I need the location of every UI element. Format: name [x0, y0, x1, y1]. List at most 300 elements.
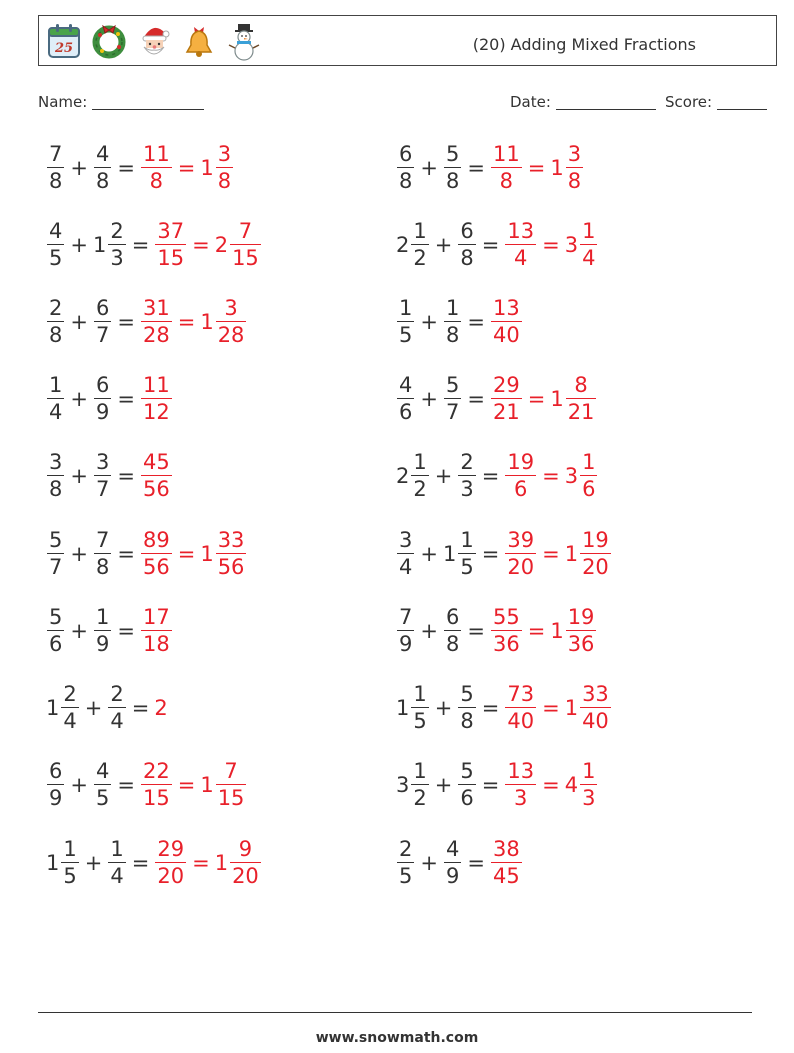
- denominator: 3: [460, 477, 474, 502]
- answer: [154, 218, 261, 271]
- denominator: 20: [507, 555, 535, 580]
- fraction: [411, 218, 428, 271]
- plus-sign: +: [420, 619, 438, 643]
- denominator: 5: [413, 709, 427, 734]
- denominator: 4: [49, 400, 63, 425]
- addend-a: [46, 141, 65, 194]
- snowman-icon: [225, 21, 263, 61]
- answer: [154, 696, 167, 720]
- answer: [504, 758, 598, 811]
- addend-b: [93, 141, 112, 194]
- whole-number: 4: [564, 773, 579, 797]
- denominator: 3: [110, 246, 124, 271]
- fraction: [444, 836, 461, 889]
- wreath-icon: [90, 21, 128, 61]
- addend-b: [93, 295, 112, 348]
- plus-sign: +: [434, 773, 453, 797]
- fraction: [411, 681, 428, 734]
- equals-sign: =: [131, 851, 150, 875]
- fraction: [230, 218, 261, 271]
- answer: [504, 449, 598, 502]
- whole-number: 1: [396, 696, 410, 720]
- fraction: [505, 449, 536, 502]
- fraction: [216, 527, 247, 580]
- equals-sign: =: [131, 233, 150, 257]
- denominator: 4: [110, 864, 124, 889]
- numerator: 6: [95, 372, 110, 397]
- whole-answer: 2: [154, 696, 168, 720]
- denominator: 15: [217, 786, 245, 811]
- fraction: [458, 681, 475, 734]
- denominator: 8: [49, 477, 63, 502]
- denominator: 8: [217, 169, 232, 194]
- numerator: 6: [49, 758, 63, 783]
- fraction: [491, 295, 522, 348]
- problem-19: [46, 832, 262, 894]
- improper-sum: [490, 372, 523, 425]
- denominator: 36: [492, 632, 520, 657]
- fraction: [141, 758, 172, 811]
- improper-sum: [154, 836, 187, 889]
- answer-equals-sign: =: [527, 387, 546, 411]
- plus-sign: +: [70, 233, 88, 257]
- numerator: 2: [63, 681, 77, 706]
- denominator: 45: [492, 864, 520, 889]
- equals-sign: =: [117, 773, 135, 797]
- equals-sign: =: [117, 619, 135, 643]
- numerator: 13: [492, 295, 520, 320]
- denominator: 28: [142, 323, 170, 348]
- numerator: 13: [507, 758, 535, 783]
- answer: [504, 681, 611, 734]
- equals-sign: =: [481, 542, 500, 566]
- fraction: [397, 372, 414, 425]
- fraction: [580, 527, 611, 580]
- addend-b: [93, 449, 112, 502]
- numerator: 73: [507, 681, 535, 706]
- denominator: 6: [582, 477, 596, 502]
- numerator: 7: [224, 758, 238, 783]
- addend-b: [457, 758, 476, 811]
- denominator: 8: [567, 169, 582, 194]
- answer: [490, 141, 584, 194]
- improper-sum: [140, 141, 173, 194]
- numerator: 2: [399, 836, 413, 861]
- whole-number: 1: [200, 156, 214, 180]
- denominator: 40: [582, 709, 609, 734]
- fraction: [566, 141, 583, 194]
- fraction: [94, 449, 111, 502]
- plus-sign: +: [420, 156, 438, 180]
- answer-equals-sign: =: [527, 619, 546, 643]
- answer: [490, 836, 523, 889]
- numerator: 3: [217, 141, 232, 166]
- denominator: 7: [49, 555, 63, 580]
- problem-15: [46, 677, 168, 739]
- denominator: 4: [110, 709, 124, 734]
- plus-sign: +: [70, 156, 88, 180]
- numerator: 1: [413, 218, 427, 243]
- fraction: [94, 372, 111, 425]
- whole-number: 1: [564, 696, 579, 720]
- addend-a: [46, 681, 80, 734]
- equals-sign: =: [467, 851, 485, 875]
- addend-a: [396, 681, 430, 734]
- addend-b: [442, 527, 477, 580]
- answer-equals-sign: =: [177, 156, 196, 180]
- improper-sum: [140, 372, 173, 425]
- numerator: 5: [460, 758, 474, 783]
- fraction: [108, 836, 125, 889]
- addend-a: [396, 372, 415, 425]
- numerator: 89: [142, 527, 170, 552]
- denominator: 9: [49, 786, 63, 811]
- improper-sum: [490, 604, 523, 657]
- numerator: 5: [460, 681, 474, 706]
- santa-icon: [135, 21, 173, 61]
- equals-sign: =: [467, 310, 485, 334]
- addend-b: [107, 836, 126, 889]
- plus-sign: +: [434, 233, 453, 257]
- numerator: 2: [49, 295, 63, 320]
- numerator: 1: [110, 836, 124, 861]
- plus-sign: +: [420, 387, 438, 411]
- denominator: 7: [445, 400, 460, 425]
- mixed-answer: [564, 681, 612, 734]
- numerator: 5: [49, 527, 63, 552]
- mixed-answer: [200, 758, 247, 811]
- denominator: 3: [514, 786, 528, 811]
- fraction: [47, 295, 64, 348]
- whole-number: 1: [200, 310, 214, 334]
- answer: [140, 449, 173, 502]
- improper-sum: [140, 758, 173, 811]
- plus-sign: +: [70, 619, 88, 643]
- whole-number: 1: [46, 851, 60, 875]
- fraction: [47, 604, 64, 657]
- fraction: [491, 372, 522, 425]
- denominator: 12: [142, 400, 170, 425]
- numerator: 11: [492, 141, 520, 166]
- denominator: 9: [95, 400, 110, 425]
- numerator: 5: [49, 604, 63, 629]
- fraction: [397, 836, 414, 889]
- denominator: 6: [399, 400, 413, 425]
- answer: [490, 295, 523, 348]
- improper-sum: [490, 836, 523, 889]
- numerator: 19: [582, 527, 609, 552]
- fraction: [216, 295, 247, 348]
- answer: [490, 604, 597, 657]
- plus-sign: +: [420, 310, 438, 334]
- problem-18: [396, 754, 598, 816]
- fraction: [61, 836, 78, 889]
- numerator: 1: [582, 758, 596, 783]
- denominator: 5: [49, 246, 63, 271]
- improper-sum: [504, 218, 537, 271]
- problem-16: [396, 677, 612, 739]
- calendar-icon: [45, 21, 83, 61]
- fraction: [94, 295, 111, 348]
- equals-sign: =: [117, 542, 135, 566]
- equals-sign: =: [467, 619, 485, 643]
- denominator: 28: [217, 323, 245, 348]
- answer-equals-sign: =: [177, 542, 196, 566]
- denominator: 8: [49, 323, 63, 348]
- answer: [490, 372, 597, 425]
- answer: [140, 758, 247, 811]
- addend-b: [443, 372, 462, 425]
- addend-a: [396, 141, 415, 194]
- answer: [140, 141, 234, 194]
- worksheet-title: (20) Adding Mixed Fractions: [472, 35, 696, 54]
- fraction: [580, 758, 597, 811]
- problem-8: [396, 368, 597, 430]
- fraction: [141, 295, 172, 348]
- numerator: 1: [445, 295, 460, 320]
- addend-a: [396, 449, 430, 502]
- addend-b: [107, 681, 126, 734]
- fraction: [458, 218, 475, 271]
- fraction: [397, 527, 414, 580]
- equals-sign: =: [467, 156, 485, 180]
- fraction: [505, 758, 536, 811]
- problem-17: [46, 754, 247, 816]
- numerator: 13: [507, 218, 535, 243]
- denominator: 8: [95, 169, 110, 194]
- addend-a: [396, 527, 415, 580]
- score-blank[interactable]: [717, 94, 767, 110]
- fraction: [491, 141, 522, 194]
- fraction: [155, 218, 186, 271]
- numerator: 45: [142, 449, 170, 474]
- fraction: [94, 141, 111, 194]
- numerator: 11: [142, 372, 170, 397]
- problem-2: [396, 137, 584, 199]
- whole-number: 1: [550, 387, 564, 411]
- numerator: 19: [507, 449, 535, 474]
- fraction: [141, 141, 172, 194]
- numerator: 6: [399, 141, 413, 166]
- denominator: 5: [63, 864, 77, 889]
- numerator: 4: [445, 836, 460, 861]
- date-label: Date:: [510, 93, 551, 111]
- answer: [504, 218, 598, 271]
- mixed-answer: [200, 141, 234, 194]
- score-label: Score:: [665, 93, 713, 111]
- denominator: 8: [49, 169, 63, 194]
- denominator: 9: [95, 632, 110, 657]
- addend-b: [457, 218, 476, 271]
- plus-sign: +: [420, 851, 438, 875]
- fraction: [566, 372, 597, 425]
- whole-number: 1: [214, 851, 229, 875]
- addend-b: [457, 681, 476, 734]
- denominator: 2: [413, 246, 427, 271]
- problem-3: [46, 214, 262, 276]
- fraction: [141, 449, 172, 502]
- answer-equals-sign: =: [542, 696, 560, 720]
- numerator: 29: [492, 372, 520, 397]
- denominator: 8: [445, 323, 460, 348]
- fraction: [94, 527, 111, 580]
- denominator: 40: [507, 709, 535, 734]
- addend-a: [46, 218, 65, 271]
- denominator: 15: [157, 246, 185, 271]
- numerator: 3: [224, 295, 238, 320]
- problem-10: [396, 445, 598, 507]
- mixed-answer: [550, 372, 597, 425]
- answer: [140, 295, 247, 348]
- equals-sign: =: [467, 387, 485, 411]
- fraction: [444, 295, 461, 348]
- whole-number: 3: [564, 464, 579, 488]
- numerator: 2: [460, 449, 474, 474]
- whole-number: 3: [396, 773, 410, 797]
- fraction: [47, 758, 64, 811]
- plus-sign: +: [70, 542, 88, 566]
- denominator: 20: [157, 864, 185, 889]
- answer-equals-sign: =: [542, 233, 560, 257]
- addend-a: [46, 836, 80, 889]
- fraction: [47, 372, 64, 425]
- mixed-answer: [564, 758, 599, 811]
- problem-5: [46, 291, 247, 353]
- mixed-answer: [564, 449, 599, 502]
- denominator: 6: [514, 477, 528, 502]
- fraction: [458, 758, 475, 811]
- score-field[interactable]: [665, 93, 767, 111]
- numerator: 31: [142, 295, 170, 320]
- numerator: 33: [217, 527, 245, 552]
- denominator: 21: [492, 400, 520, 425]
- fraction: [411, 758, 428, 811]
- numerator: 9: [238, 836, 253, 861]
- denominator: 5: [399, 323, 413, 348]
- fraction: [47, 218, 64, 271]
- denominator: 4: [514, 246, 528, 271]
- answer-equals-sign: =: [542, 773, 560, 797]
- mixed-answer: [550, 141, 584, 194]
- name-label: Name:: [38, 93, 88, 111]
- addend-a: [396, 836, 415, 889]
- denominator: 15: [142, 786, 170, 811]
- numerator: 1: [582, 218, 596, 243]
- fraction: [397, 141, 414, 194]
- denominator: 20: [582, 555, 609, 580]
- numerator: 3: [567, 141, 582, 166]
- fraction: [216, 758, 247, 811]
- fraction: [47, 449, 64, 502]
- date-blank[interactable]: [556, 94, 656, 110]
- numerator: 2: [110, 681, 124, 706]
- denominator: 8: [445, 169, 460, 194]
- answer-equals-sign: =: [542, 464, 560, 488]
- whole-number: 1: [200, 542, 214, 566]
- footer-site: www.snowmath.com: [315, 1030, 479, 1046]
- answer-equals-sign: =: [177, 310, 196, 334]
- addend-b: [443, 604, 462, 657]
- fraction: [108, 218, 125, 271]
- footer-divider: [38, 1012, 752, 1013]
- improper-sum: [504, 758, 537, 811]
- numerator: 39: [507, 527, 535, 552]
- fraction: [505, 681, 536, 734]
- denominator: 6: [49, 632, 63, 657]
- mixed-answer: [214, 218, 262, 271]
- fraction: [397, 295, 414, 348]
- numerator: 37: [157, 218, 185, 243]
- fraction: [444, 141, 461, 194]
- addend-b: [93, 758, 112, 811]
- denominator: 56: [217, 555, 245, 580]
- name-field[interactable]: [38, 93, 204, 111]
- answer: [140, 527, 247, 580]
- name-blank[interactable]: [92, 94, 204, 110]
- answer: [154, 836, 261, 889]
- plus-sign: +: [420, 542, 438, 566]
- fraction: [141, 372, 172, 425]
- fraction: [491, 836, 522, 889]
- addend-b: [443, 836, 462, 889]
- addend-a: [396, 295, 415, 348]
- fraction: [108, 681, 125, 734]
- numerator: 3: [399, 527, 413, 552]
- answer-equals-sign: =: [192, 851, 210, 875]
- equals-sign: =: [481, 773, 500, 797]
- numerator: 55: [492, 604, 520, 629]
- problem-14: [396, 600, 597, 662]
- addend-b: [443, 295, 462, 348]
- answer-equals-sign: =: [527, 156, 546, 180]
- denominator: 2: [413, 477, 427, 502]
- numerator: 11: [142, 141, 170, 166]
- numerator: 5: [445, 372, 460, 397]
- numerator: 4: [399, 372, 413, 397]
- denominator: 8: [95, 555, 110, 580]
- denominator: 8: [445, 632, 460, 657]
- addend-a: [46, 372, 65, 425]
- problem-7: [46, 368, 173, 430]
- denominator: 21: [567, 400, 595, 425]
- problem-13: [46, 600, 173, 662]
- addend-b: [443, 141, 462, 194]
- numerator: 1: [399, 295, 413, 320]
- fraction: [458, 449, 475, 502]
- whole-number: 2: [214, 233, 229, 257]
- denominator: 7: [95, 477, 110, 502]
- equals-sign: =: [117, 156, 135, 180]
- denominator: 5: [399, 864, 413, 889]
- denominator: 7: [95, 323, 110, 348]
- numerator: 1: [49, 372, 63, 397]
- mixed-answer: [564, 218, 599, 271]
- numerator: 7: [95, 527, 110, 552]
- denominator: 15: [232, 246, 259, 271]
- denominator: 4: [399, 555, 413, 580]
- equals-sign: =: [481, 464, 500, 488]
- numerator: 1: [63, 836, 77, 861]
- whole-number: 1: [550, 156, 564, 180]
- numerator: 19: [567, 604, 595, 629]
- improper-sum: [154, 218, 187, 271]
- plus-sign: +: [70, 773, 88, 797]
- denominator: 20: [232, 864, 259, 889]
- fraction: [580, 449, 597, 502]
- denominator: 36: [567, 632, 595, 657]
- date-field[interactable]: [510, 93, 656, 111]
- bell-icon: [180, 21, 218, 61]
